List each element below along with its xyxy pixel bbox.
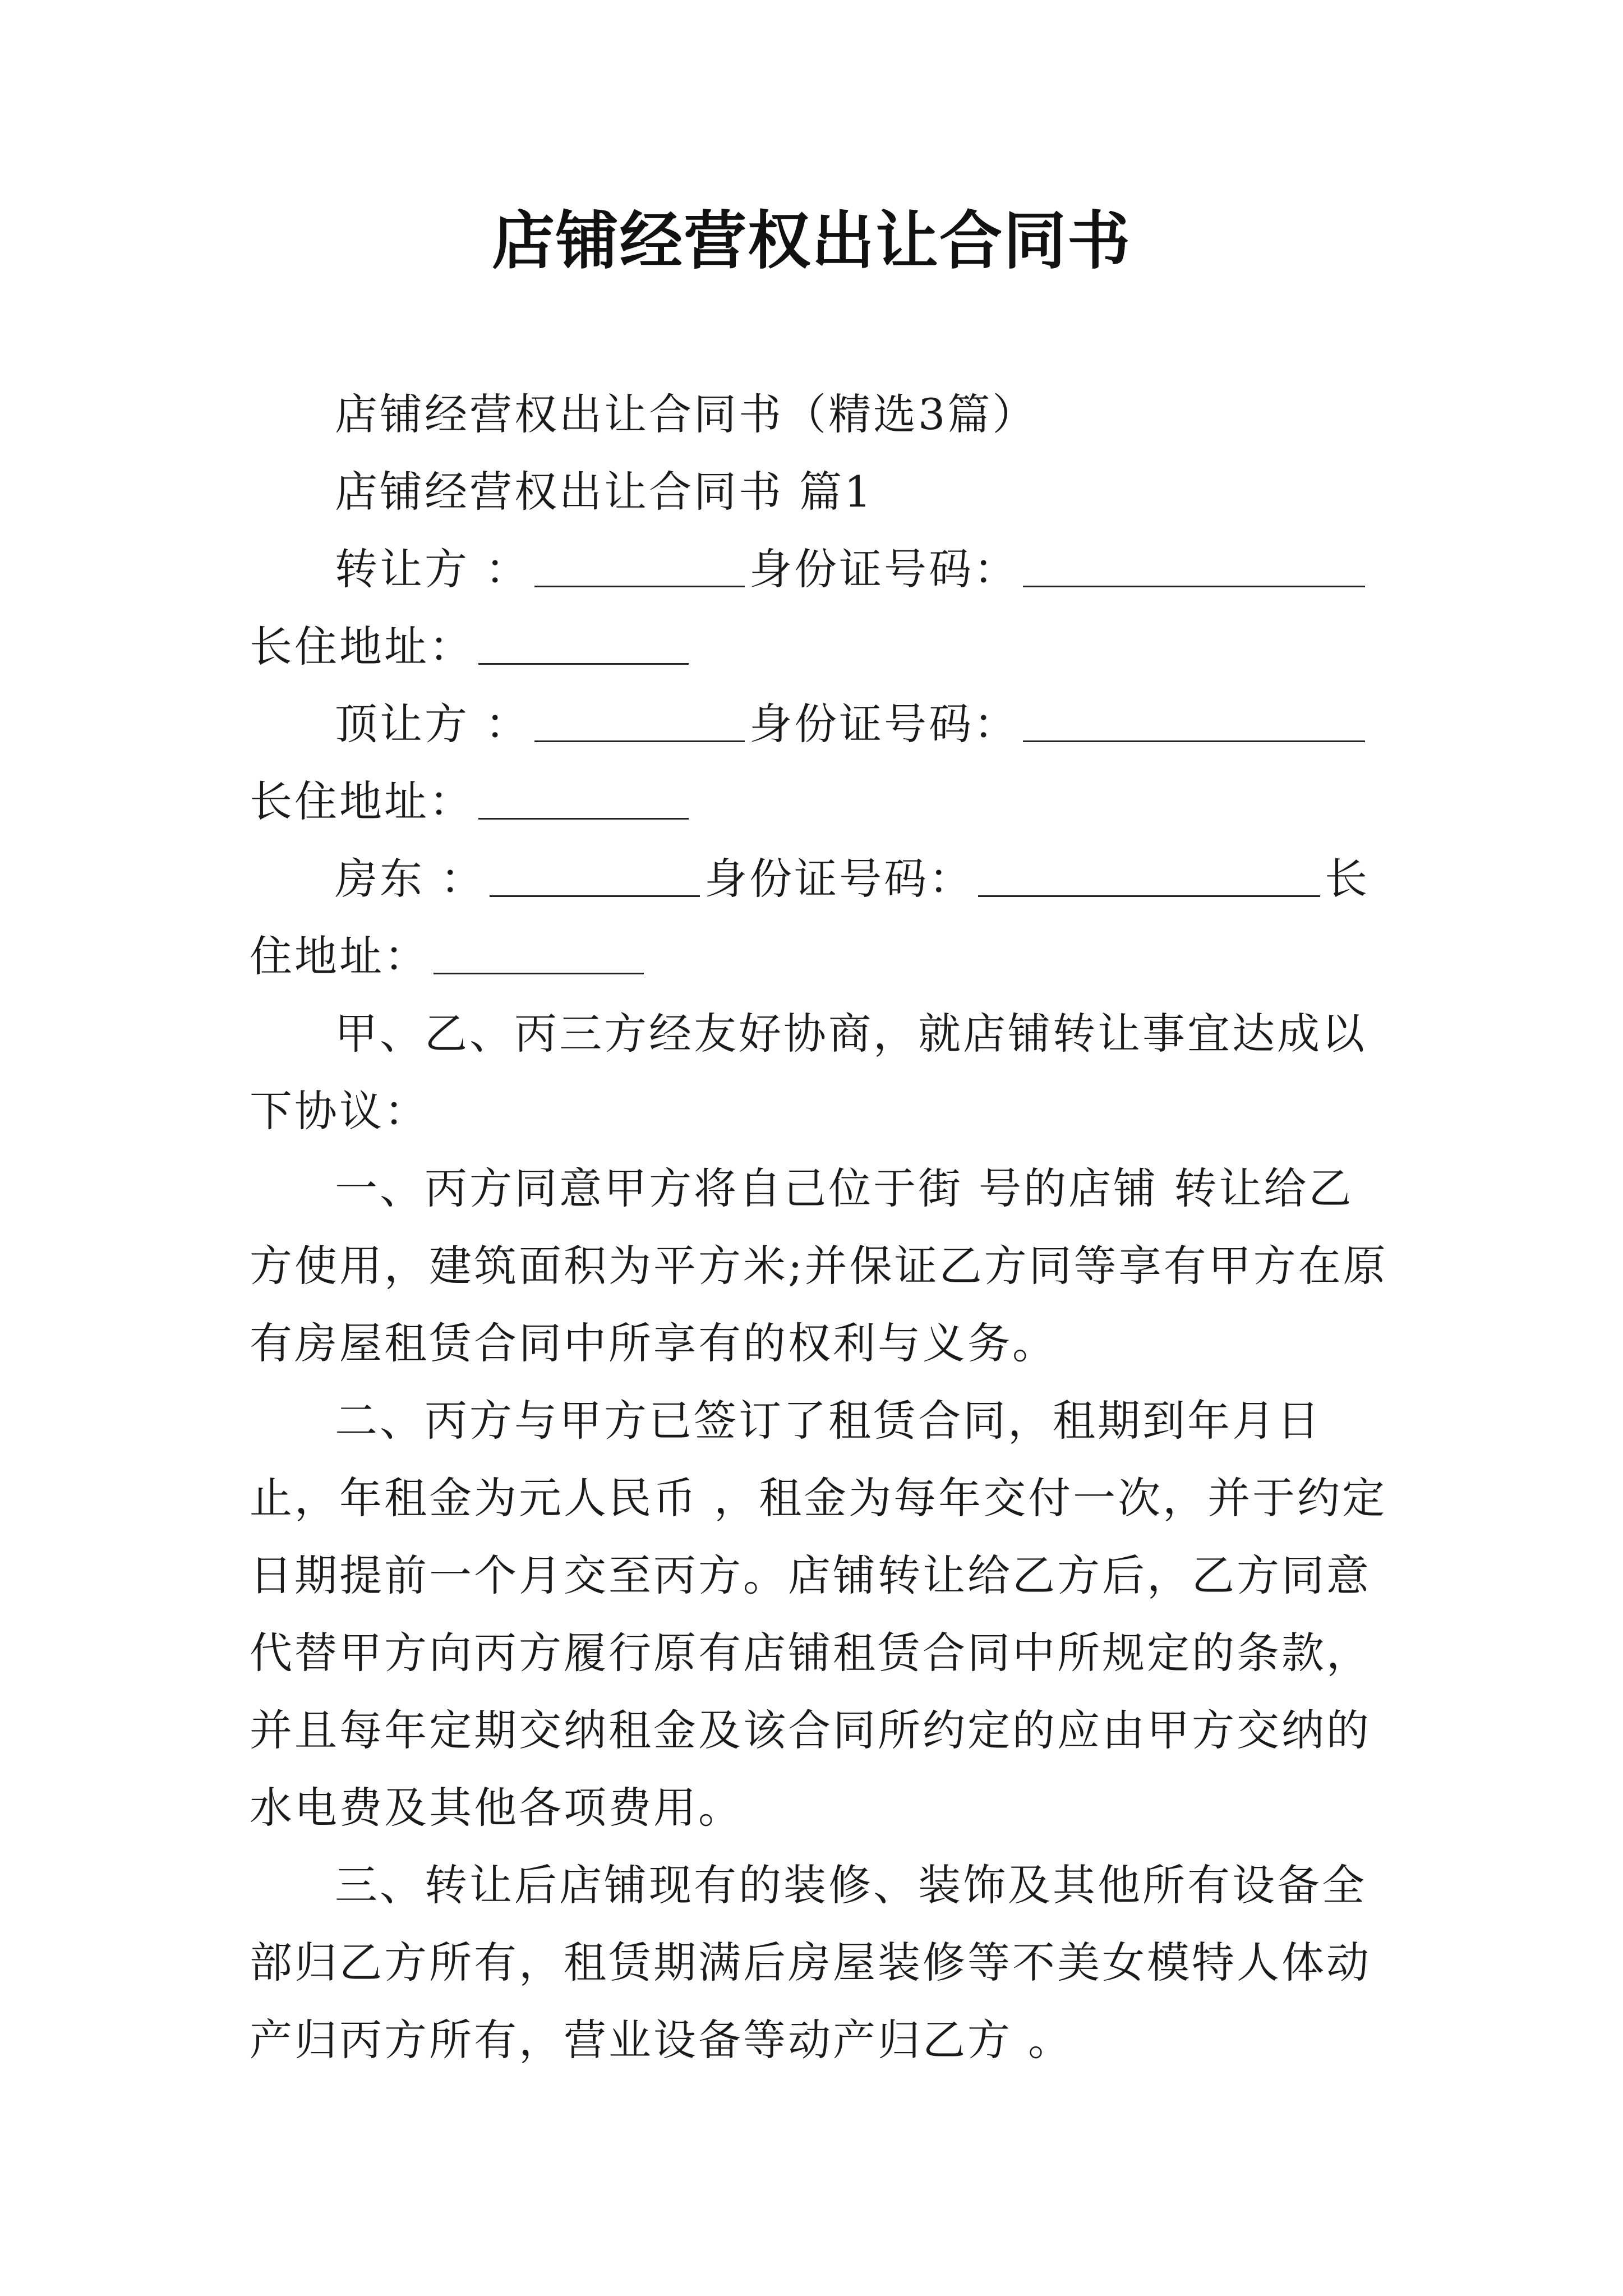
landlord-name-blank	[490, 856, 700, 897]
transferor-name-blank	[534, 546, 745, 587]
subtitle: 店铺经营权出让合同书（精选3篇）	[335, 389, 1038, 439]
transferee-id-label: 身份证号码：	[749, 699, 1019, 749]
transferee-address-blank	[478, 779, 689, 820]
landlord-id-blank	[978, 856, 1320, 897]
document-title: 店铺经营权出让合同书	[492, 204, 1131, 278]
document-body	[250, 376, 1388, 2079]
clause-1: 一、丙方同意甲方将自己位于街 号的店铺 转让给乙方使用，建筑面积为平方米;并保证乙方同等享有甲方在原有房屋租赁合同中所享有的权利与义务。	[250, 1163, 1388, 1368]
transferee-name-blank	[534, 701, 745, 742]
landlord-address-label: 长住地址：	[250, 854, 1370, 981]
transferor-address-label: 长住地址：	[250, 622, 474, 671]
transferor-line	[250, 531, 1388, 685]
transferee-id-blank	[1023, 701, 1365, 742]
transferor-address-blank	[478, 624, 689, 665]
transferee-label: 顶让方 ：	[335, 699, 531, 749]
intro-paragraph: 甲、乙、丙三方经友好协商，就店铺转让事宜达成以下协议：	[250, 1009, 1367, 1136]
landlord-address-blank	[434, 933, 644, 974]
transferor-id-blank	[1023, 546, 1365, 587]
clause-2: 二、丙方与甲方已签订了租赁合同，租期到年月日止，年租金为元人民币 ，租金为每年交付一次，并于约定日期提前一个月交至丙方。店铺转让给乙方后，乙方同意代替甲方向丙方履行原有店铺租赁合同中所规定的条款，并且每年定期交纳租金及该合同所约定的应由甲方交纳的水电费及其他各项费用。	[250, 1396, 1387, 1833]
landlord-line	[250, 840, 1388, 995]
clause-3: 三、转让后店铺现有的装修、装饰及其他所有设备全部归乙方所有，租赁期满后房屋装修等不美女模特人体动产归丙方所有，营业设备等动产归乙方 。	[250, 1860, 1371, 2065]
transferor-id-label: 身份证号码：	[749, 544, 1019, 594]
transferor-label: 转让方 ：	[335, 544, 531, 594]
transferee-line	[250, 685, 1388, 840]
landlord-id-label: 身份证号码：	[704, 854, 974, 904]
part-heading: 店铺经营权出让合同书 篇1	[335, 467, 874, 517]
transferee-address-label: 长住地址：	[250, 776, 474, 826]
landlord-label: 房东 ：	[335, 854, 486, 904]
